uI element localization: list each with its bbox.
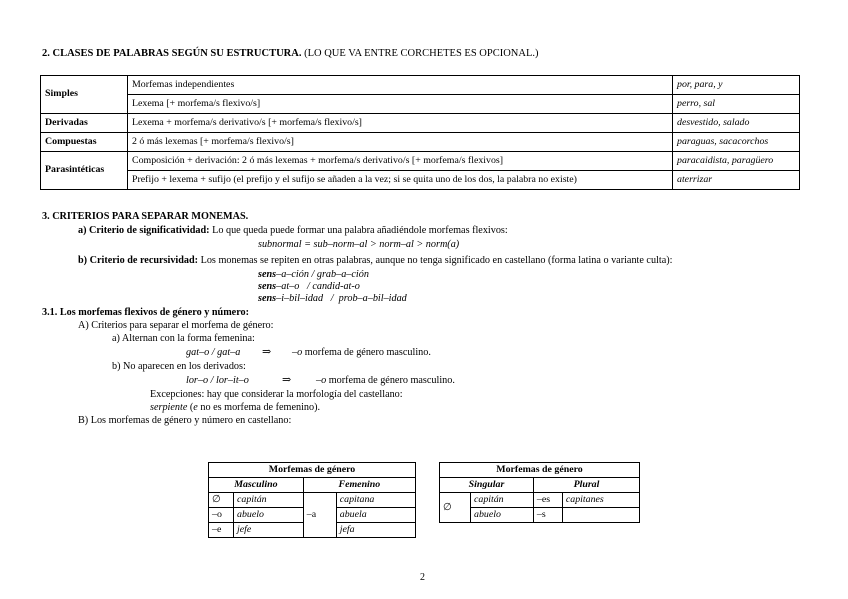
word-cell: capitán (471, 493, 534, 508)
section-3-heading: 3. CRITERIOS PARA SEPARAR MONEMAS. (42, 211, 249, 222)
table-row (41, 76, 800, 95)
category-derivadas: Derivadas (41, 114, 128, 133)
feminine-header: Femenino (303, 478, 415, 493)
morpheme-cell: –o (209, 508, 234, 523)
exceptions-note: Excepciones: hay que considerar la morfología del castellano: (150, 389, 403, 400)
criterion-a-text: Lo que queda puede formar una palabra añadiéndole morfemas flexivos: (209, 225, 508, 236)
example-loro: lor–o / lor–it–o (186, 375, 249, 386)
category-compuestas: Compuestas (41, 133, 128, 152)
examples-cell: paracaidista, paragüero (673, 152, 800, 171)
plural-header: Plural (533, 478, 639, 493)
examples-cell: paraguas, sacacorchos (673, 133, 800, 152)
examples-cell: perro, sal (673, 95, 800, 114)
masculine-header: Masculino (209, 478, 304, 493)
feminine-morpheme: –a (303, 493, 336, 538)
gender-table (208, 462, 416, 538)
table-row (209, 478, 416, 493)
table-row (440, 493, 640, 508)
table-row (41, 171, 800, 190)
criterion-b-label: b) Criterio de recursividad: (78, 255, 199, 266)
morphemes-intro: B) Los morfemas de género y número en castellano: (78, 415, 292, 426)
criterion-b (78, 255, 672, 267)
table-row (209, 493, 416, 508)
category-simples: Simples (41, 76, 128, 114)
criterion-a (78, 225, 508, 237)
word-cell: capitana (336, 493, 415, 508)
criterion-b-example (258, 269, 369, 281)
criterion-a-label: a) Criterio de significatividad: (78, 225, 210, 236)
table-row (41, 95, 800, 114)
example-root: sens (258, 281, 277, 292)
description-cell: 2 ó más lexemas [+ morfema/s flexivo/s] (128, 133, 673, 152)
section-2-note: (LO QUE VA ENTRE CORCHETES ES OPCIONAL.) (301, 48, 539, 59)
exception-rest: no es morfema de femenino). (197, 402, 321, 413)
gender-table-title: Morfemas de género (209, 463, 416, 478)
result-masculine (316, 375, 455, 387)
page-number: 2 (420, 572, 425, 583)
morpheme-cell: –e (209, 523, 234, 538)
word-cell: jefa (336, 523, 415, 538)
result-text: morfema de género masculino. (326, 375, 455, 386)
description-cell: Morfemas independientes (128, 76, 673, 95)
arrow-icon: ⇒ (282, 374, 292, 386)
word-cell: abuela (336, 508, 415, 523)
word-cell: capitanes (562, 493, 639, 508)
criterion-derived: b) No aparecen en los derivados: (112, 361, 246, 372)
description-cell: Lexema [+ morfema/s flexivo/s] (128, 95, 673, 114)
exception-example (150, 402, 320, 414)
table-row (41, 133, 800, 152)
examples-cell: desvestido, salado (673, 114, 800, 133)
criteria-intro: A) Criterios para separar el morfema de género: (78, 320, 274, 331)
section-2-heading (42, 48, 539, 61)
section-2-title: 2. CLASES DE PALABRAS SEGÚN SU ESTRUCTURA. (42, 48, 302, 59)
morpheme-cell: ∅ (209, 493, 234, 508)
examples-cell: por, para, y (673, 76, 800, 95)
word-cell (562, 508, 639, 523)
table-row (41, 152, 800, 171)
number-table (439, 462, 640, 523)
exception-word: serpiente (150, 402, 188, 413)
plural-morpheme: –es (533, 493, 562, 508)
examples-cell: aterrizar (673, 171, 800, 190)
plural-morpheme: –s (533, 508, 562, 523)
example-rest: –i–bil–idad / prob–a–bil–idad (276, 293, 407, 304)
table-row (209, 463, 416, 478)
criterion-a-example: subnormal = sub–norm–al > norm–al > norm(a) (258, 239, 460, 250)
singular-header: Singular (440, 478, 534, 493)
number-table-title: Morfemas de género (440, 463, 640, 478)
table-row (440, 478, 640, 493)
example-rest: –a–ción / grab–a–ción (276, 269, 369, 280)
word-cell: jefe (234, 523, 304, 538)
example-root: sens (258, 293, 277, 304)
singular-morpheme: ∅ (440, 493, 471, 523)
description-cell: Composición + derivación: 2 ó más lexemas + morfema/s derivativo/s [+ morfema/s flexivos] (128, 152, 673, 171)
morpheme: –o (316, 375, 327, 386)
criterion-b-example (258, 293, 407, 305)
result-masculine (292, 347, 431, 359)
criterion-b-example (258, 281, 360, 293)
word-cell: abuelo (234, 508, 304, 523)
table-row (440, 463, 640, 478)
word-cell: abuelo (471, 508, 534, 523)
paren: ( (187, 402, 194, 413)
morpheme: –o (292, 347, 303, 358)
section-3-1-heading: 3.1. Los morfemas flexivos de género y número: (42, 307, 250, 318)
example-gato: gat–o / gat–a (186, 347, 241, 358)
exception-letter: e (193, 402, 198, 413)
criterion-alternate: a) Alternan con la forma femenina: (112, 333, 255, 344)
word-cell: capitán (234, 493, 304, 508)
category-parasinteticas: Parasintéticas (41, 152, 128, 190)
description-cell: Prefijo + lexema + sufijo (el prefijo y el sufijo se añaden a la vez; si se quita uno de los dos, la palabra no existe) (128, 171, 673, 190)
result-text: morfema de género masculino. (302, 347, 431, 358)
word-classes-table (40, 75, 800, 190)
arrow-icon: ⇒ (262, 346, 272, 358)
example-rest: –at–o / candid-at-o (276, 281, 360, 292)
criterion-b-text: Los monemas se repiten en otras palabras, aunque no tenga significado en castellano (forma latina o variante culta): (198, 255, 673, 266)
example-root: sens (258, 269, 277, 280)
description-cell: Lexema + morfema/s derivativo/s [+ morfema/s flexivo/s] (128, 114, 673, 133)
table-row (41, 114, 800, 133)
